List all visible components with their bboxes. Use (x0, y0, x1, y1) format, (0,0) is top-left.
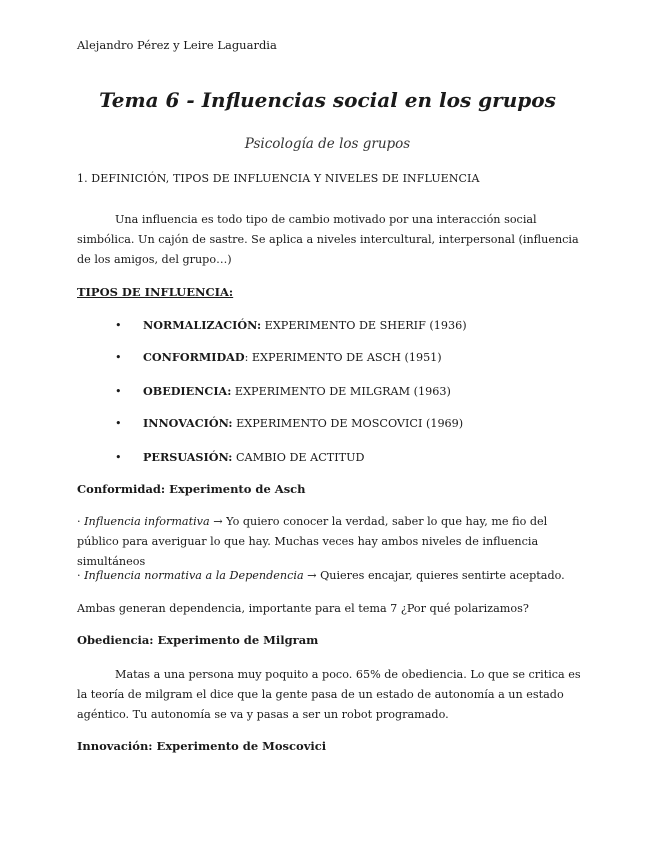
obediencia-heading: Obediencia: Experimento de Milgram (77, 633, 319, 647)
intro-paragraph: Una influencia es todo tipo de cambio motivado por una interacción social simbólica. Un cajón de sastre. Se aplica a niveles intercultural, interpersonal (influencia de los amigos, del grupo…) (77, 213, 579, 266)
document-subtitle: Psicología de los grupos (244, 136, 411, 152)
author-line: Alejandro Pérez y Leire Laguardia (77, 38, 277, 52)
bullet-text: CAMBIO DE ACTITUD (232, 451, 365, 464)
bullet-dot: • (115, 451, 122, 464)
bullet-text: EXPERIMENTO DE SHERIF (1936) (261, 319, 467, 332)
bullet-dot: • (115, 385, 122, 398)
bullet-item (115, 416, 463, 430)
bullet-item (115, 384, 451, 398)
bullet-text: : EXPERIMENTO DE ASCH (1951) (244, 351, 442, 364)
bullet-item (115, 450, 365, 464)
ambas-paragraph: Ambas generan dependencia, importante para el tema 7 ¿Por qué polarizamos? (77, 602, 529, 615)
informativa-prefix: · (77, 515, 85, 528)
bullet-term: PERSUASIÓN: (143, 450, 233, 464)
bullet-term: OBEDIENCIA: (143, 384, 232, 398)
document-title: Tema 6 - Influencias social en los grupos (99, 88, 556, 112)
normativa-prefix: · (77, 569, 85, 582)
bullet-text: EXPERIMENTO DE MILGRAM (1963) (231, 385, 451, 398)
bullet-term: NORMALIZACIÓN: (143, 318, 262, 332)
bullet-term: INNOVACIÓN: (143, 416, 233, 430)
informativa-paragraph (77, 512, 582, 572)
bullet-item (115, 350, 442, 364)
bullet-dot: • (115, 351, 122, 364)
normativa-text: → Quieres encajar, quieres sentirte aceptado. (303, 569, 565, 582)
normativa-paragraph (77, 566, 582, 586)
normativa-term: Influencia normativa a la Dependencia (84, 569, 304, 582)
bullet-term: CONFORMIDAD (143, 350, 245, 364)
conformidad-heading: Conformidad: Experimento de Asch (77, 482, 306, 496)
informativa-text: → Yo quiero conocer la verdad, saber lo que hay, me fio del público para averiguar lo que hay. Muchas veces hay ambos niveles de influencia simultáneos (77, 515, 548, 568)
innovacion-heading: Innovación: Experimento de Moscovici (77, 739, 327, 753)
bullet-dot: • (115, 417, 122, 430)
tipos-heading: TIPOS DE INFLUENCIA: (77, 285, 234, 299)
informativa-term: Influencia informativa (84, 515, 210, 528)
bullet-text: EXPERIMENTO DE MOSCOVICI (1969) (232, 417, 464, 430)
bullet-dot: • (115, 319, 122, 332)
bullet-item (115, 318, 467, 332)
section-heading: 1. DEFINICIÓN, TIPOS DE INFLUENCIA Y NIVELES DE INFLUENCIA (77, 172, 480, 185)
obediencia-paragraph: Matas a una persona muy poquito a poco. 65% de obediencia. Lo que se critica es la teoría de milgram el dice que la gente pasa de un estado de autonomía a un estado agéntico. Tu autonomía se va y pasas a ser un robot programado. (77, 668, 581, 721)
